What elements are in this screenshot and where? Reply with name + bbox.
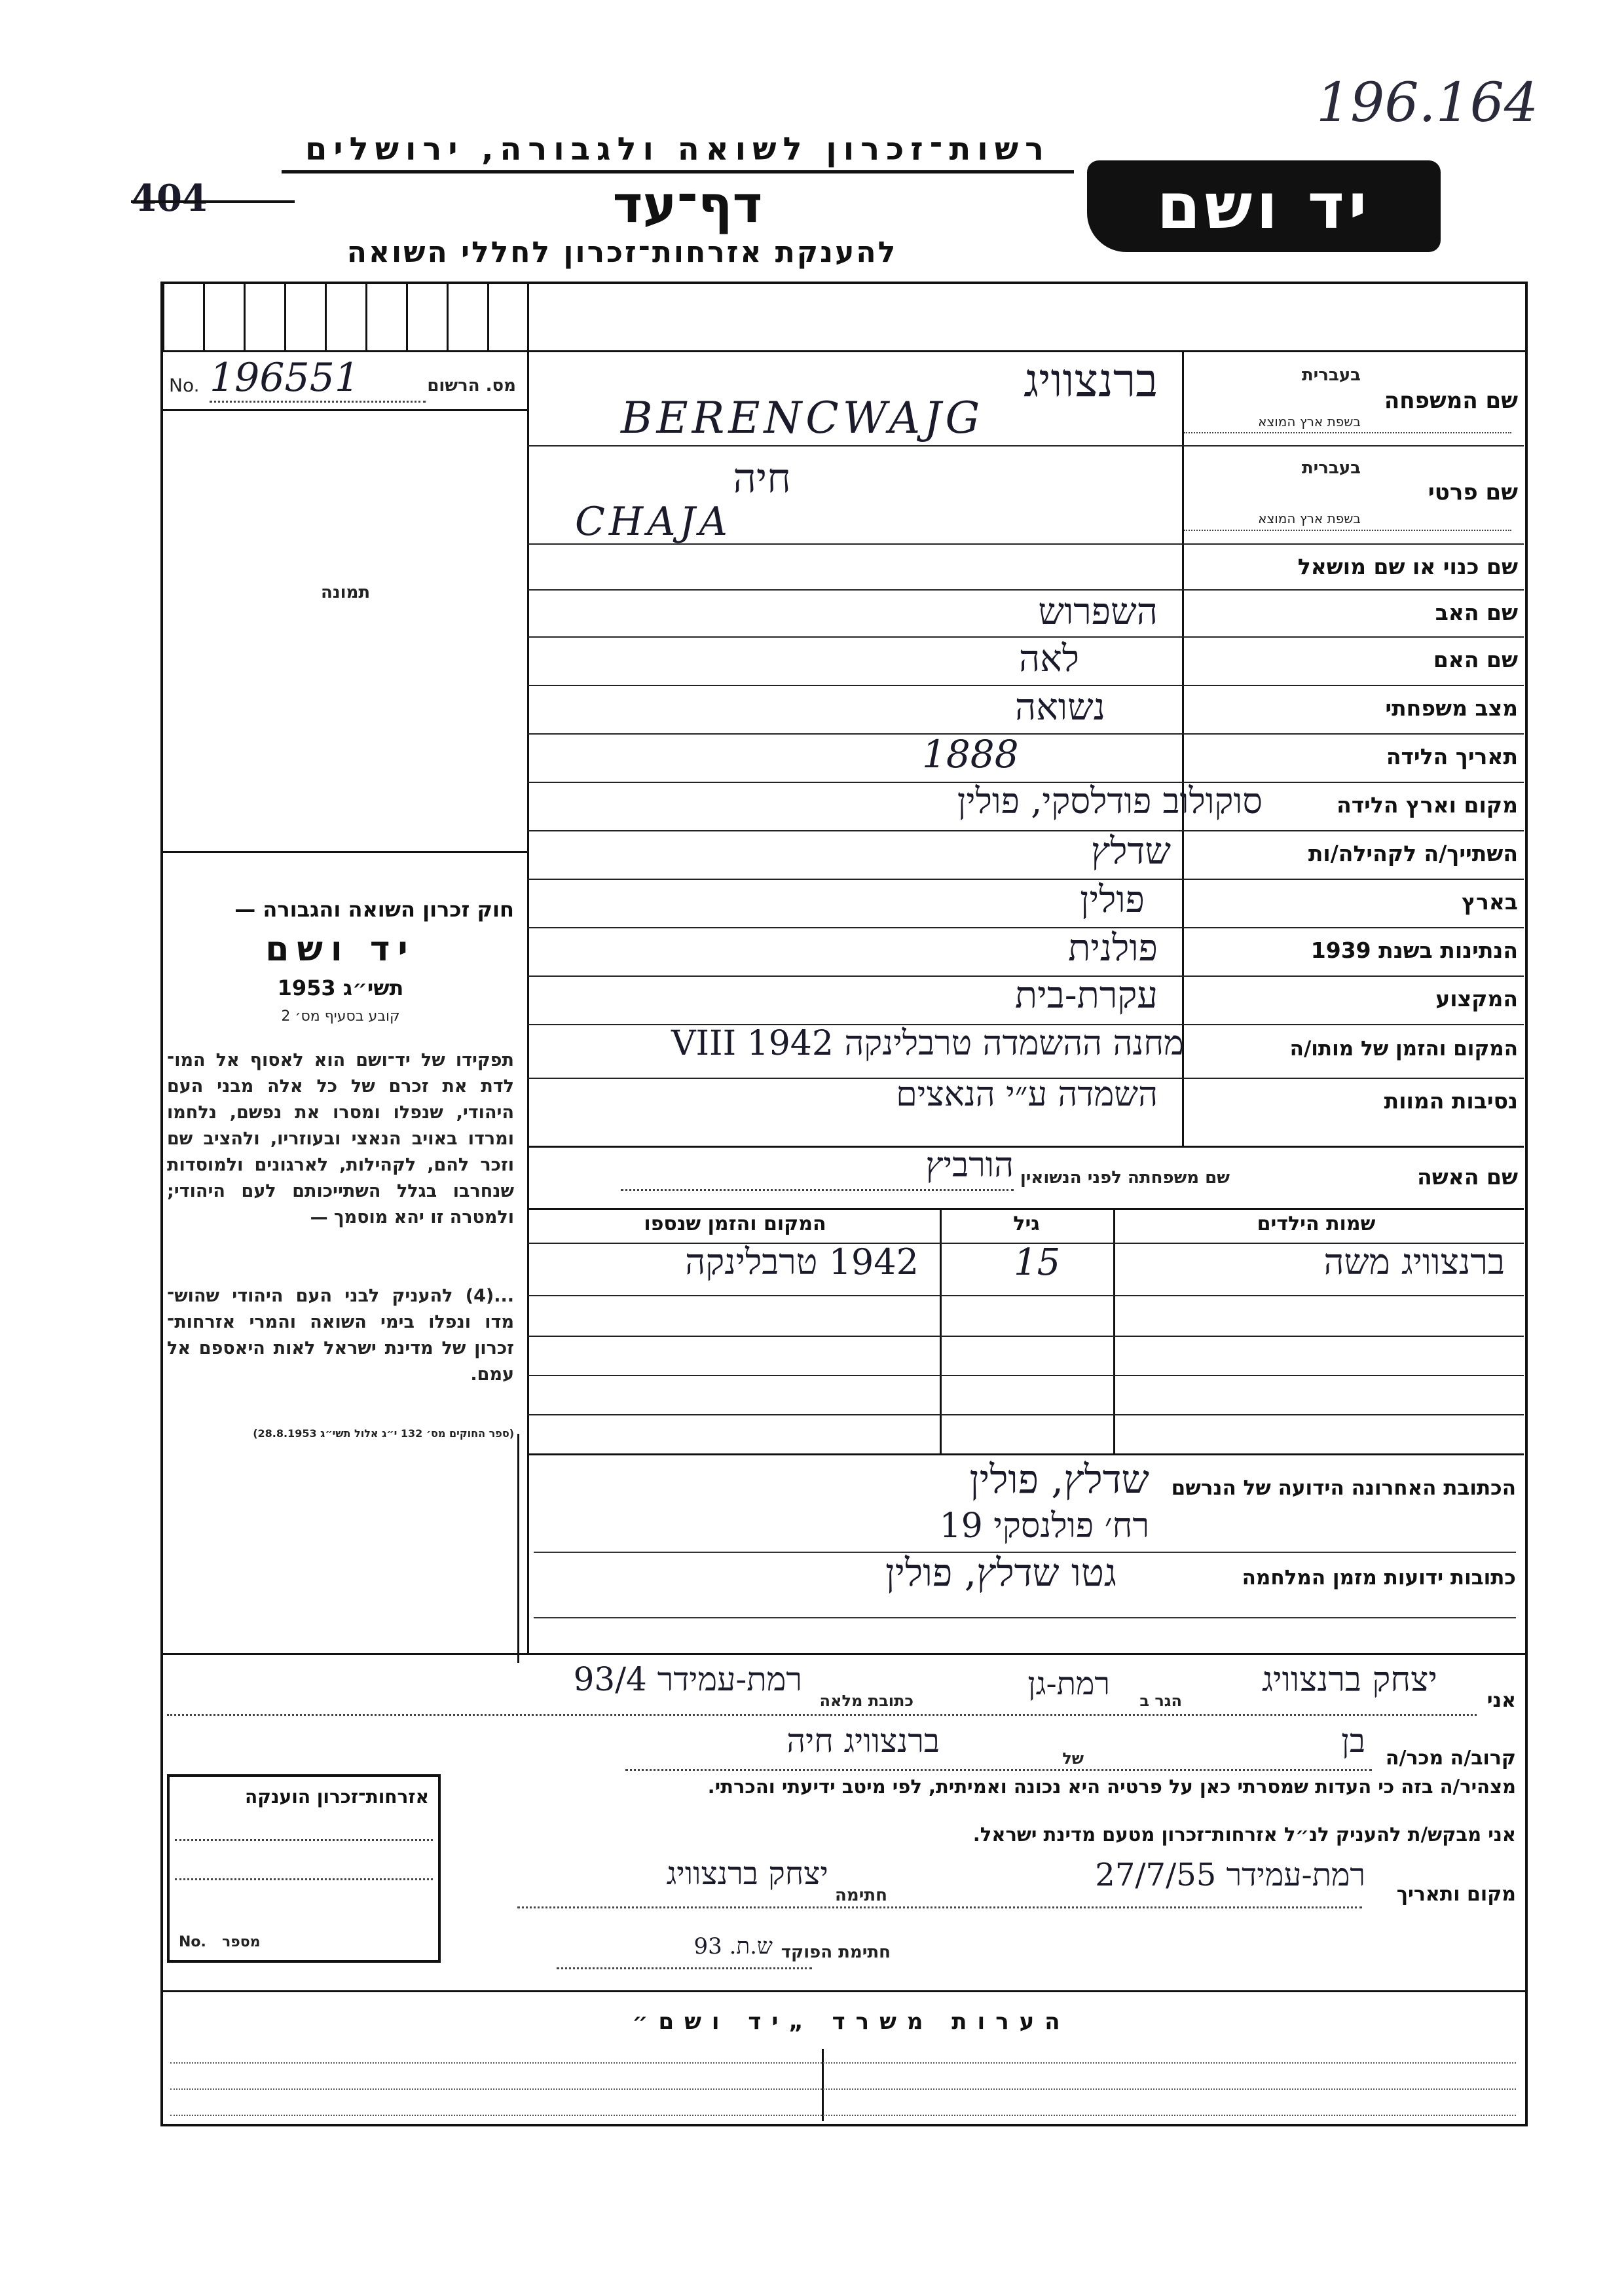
wife-row: שם האשה שם משפחתה לפני הנשואין הורביץ — [529, 1147, 1524, 1206]
law-year: תשי״ג 1953 — [277, 975, 404, 1000]
photo-label: תמונה — [321, 583, 371, 602]
family-name-latin: BERENCWAJG — [621, 393, 984, 443]
first-name-row: שם פרטי בעברית בשפת ארץ המוצא חיה CHAJA — [575, 454, 1518, 545]
family-name-hebrew: ברנצוויג — [1024, 354, 1158, 407]
struck-number: 404 — [131, 177, 301, 223]
child-age: 15 — [1014, 1241, 1061, 1284]
archive-number: 196.164 — [1316, 72, 1539, 134]
father-row: שם האב השפרוש — [1038, 591, 1518, 633]
last-address-block: הכתובת האחרונה הידועה של הנרשם שדלץ, פולין רח׳ פולנסקי 19 — [521, 1457, 1522, 1588]
children-header-age: גיל — [1013, 1212, 1040, 1235]
birth-date-value: 1888 — [922, 732, 1019, 776]
signature-value: יצחק ברנצוויג — [666, 1855, 828, 1892]
remarks-title: הערות משרד „יד ושם״ — [632, 2009, 1071, 2035]
form-title: דף־עד — [612, 175, 763, 234]
country-value: פולין — [1080, 879, 1145, 921]
child-name: ברנצוויג משה — [1323, 1241, 1505, 1283]
clerk-value: ש.ת. 93 — [693, 1933, 773, 1959]
family-name-row: שם המשפחה בעברית בשפת ארץ המוצא ברנצוויג BERENCWAJG — [621, 354, 1518, 443]
declarant-line-1: אני יצחק ברנצוויג הגר ב רמת-גן כתובת מלאה רמת-עמידר 93/4 — [167, 1663, 1516, 1722]
wife-maiden-value: הורביץ — [925, 1146, 1014, 1185]
form-subtitle: להענקת אזרחות־זכרון לחללי השואה — [346, 236, 898, 269]
place-date-value: רמת-עמידר 27/7/55 — [1095, 1857, 1365, 1893]
law-name: יד ושם — [265, 930, 416, 969]
citizenship-row: הנתינות בשנת 1939 פולנית — [1068, 927, 1518, 970]
yad-vashem-logo: יד ושם — [1087, 160, 1441, 252]
children-row — [529, 1337, 1524, 1375]
death-place-row: המקום והזמן של מותו/ה מחנה ההשמדה טרבלינקה VIII 1942 — [671, 1024, 1518, 1063]
declarant-city: רמת-גן — [1027, 1666, 1110, 1702]
clerk-line: חתימת הפוקד ש.ת. 93 — [517, 1928, 1172, 1974]
children-row — [529, 1241, 1524, 1295]
mother-row: שם האם לאה — [1018, 638, 1518, 680]
children-header-names: שמות הילדים — [1257, 1212, 1376, 1235]
children-row — [529, 1376, 1524, 1414]
children-header-place: המקום והזמן שנספו — [644, 1212, 826, 1235]
citizenship-value: פולנית — [1068, 927, 1158, 970]
father-value: השפרוש — [1038, 591, 1158, 633]
declaration-text: מצהיר/ה בזה כי העדות שמסרתי כאן על פרטיה היא נכונה ואמיתית, לפי מיטב ידיעתי והכרתי. — [707, 1776, 1516, 1798]
law-text-2: ...(4) להעניק לבני העם היהודי שהוש־ מדו ונפלו בימי השואה והמרי אזרחות־ זכרון של מדינת ישראל לאות היאספם אל עמם. — [167, 1286, 514, 1385]
award-box: אזרחות־זכרון הוענקה No. מספר — [167, 1774, 441, 1963]
declarant-relation: בן — [1341, 1722, 1365, 1760]
nickname-row: שם כנוי או שם מושאל — [1297, 554, 1518, 579]
place-date-line: מקום ותאריך רמת-עמידר 27/7/55 חתימה יצחק ברנצוויג — [517, 1859, 1516, 1912]
request-text: אני מבקש/ת להעניק לנ״ל אזרחות־זכרון מטעם מדינת ישראל. — [972, 1823, 1516, 1846]
org-line: רשות־זכרון לשואה ולגבורה, ירושלים — [282, 131, 1074, 173]
child-place: 1942 טרבלינקה — [685, 1241, 919, 1283]
profession-row: המקצוע עקרת-בית — [1014, 974, 1518, 1017]
death-cause-row: נסיבות המוות השמדה ע״י הנאצים — [896, 1075, 1518, 1114]
wartime-address-value: גטו שדלץ, פולין — [885, 1550, 1116, 1595]
last-address-value: שדלץ, פולין — [969, 1457, 1149, 1503]
community-row: השתייך/ה לקהילה/ות שדלץ — [1091, 830, 1518, 873]
law-source: (ספר החוקים מס׳ 132 י״ג אלול תשי״ג 28.8.1953) — [253, 1427, 514, 1440]
birth-place-value: סוקולוב פודלסקי, פולין — [957, 780, 1263, 822]
birth-date-row: תאריך הלידה 1888 — [922, 732, 1518, 776]
death-place-value: מחנה ההשמדה טרבלינקה VIII 1942 — [671, 1024, 1184, 1063]
first-name-hebrew: חיה — [733, 454, 791, 502]
declarant-of: ברנצוויג חיה — [786, 1722, 940, 1760]
death-cause-value: השמדה ע״י הנאצים — [896, 1075, 1158, 1114]
last-address-value-2: רח׳ פולנסקי 19 — [939, 1506, 1149, 1546]
reg-number: No. 196551 מס. הרשום — [169, 359, 523, 405]
law-section: קובע בסעיף מס׳ 2 — [281, 1008, 400, 1025]
reg-number-value: 196551 — [210, 355, 426, 403]
declarant-full-address: רמת-עמידר 93/4 — [573, 1660, 802, 1698]
law-title: חוק זכרון השואה והגבורה — — [234, 897, 514, 922]
marital-row: מצב משפחתי נשואה — [1014, 686, 1518, 729]
country-row: בארץ פולין — [1080, 879, 1518, 921]
declarant-line-2: קרוב/ה מכר/ה בן של ברנצוויג חיה — [167, 1722, 1516, 1774]
mother-value: לאה — [1018, 638, 1079, 680]
law-text-1: תפקידו של יד־ושם הוא לאסוף אל המו־ לדת את זכרם של כל אלה מבני העם היהודי, שנפלו ומסרו את נפשם, נלחמו ומרדו באויב הנאצי ובעוזריו, ולהציב שם וזכר להם, לקהילות, לארגונים ולמוסדות שנחרבו בגלל השתייכותם לעם היהודי; ולמטרה זו יהא מוסמך — — [167, 1050, 514, 1228]
birth-place-row: מקום וארץ הלידה סוקולוב פודלסקי, פולין — [957, 780, 1518, 822]
community-value: שדלץ — [1091, 830, 1171, 873]
wartime-address-block: כתובות ידועות מזמן המלחמה גטו שדלץ, פולין — [521, 1558, 1522, 1650]
declarant-name: יצחק ברנצוויג — [1261, 1660, 1437, 1700]
profession-value: עקרת-בית — [1014, 974, 1158, 1017]
reg-grid — [162, 283, 526, 351]
first-name-latin: CHAJA — [575, 499, 731, 545]
marital-value: נשואה — [1014, 686, 1105, 729]
children-row — [529, 1296, 1524, 1334]
remarks-lines — [164, 2049, 1522, 2121]
